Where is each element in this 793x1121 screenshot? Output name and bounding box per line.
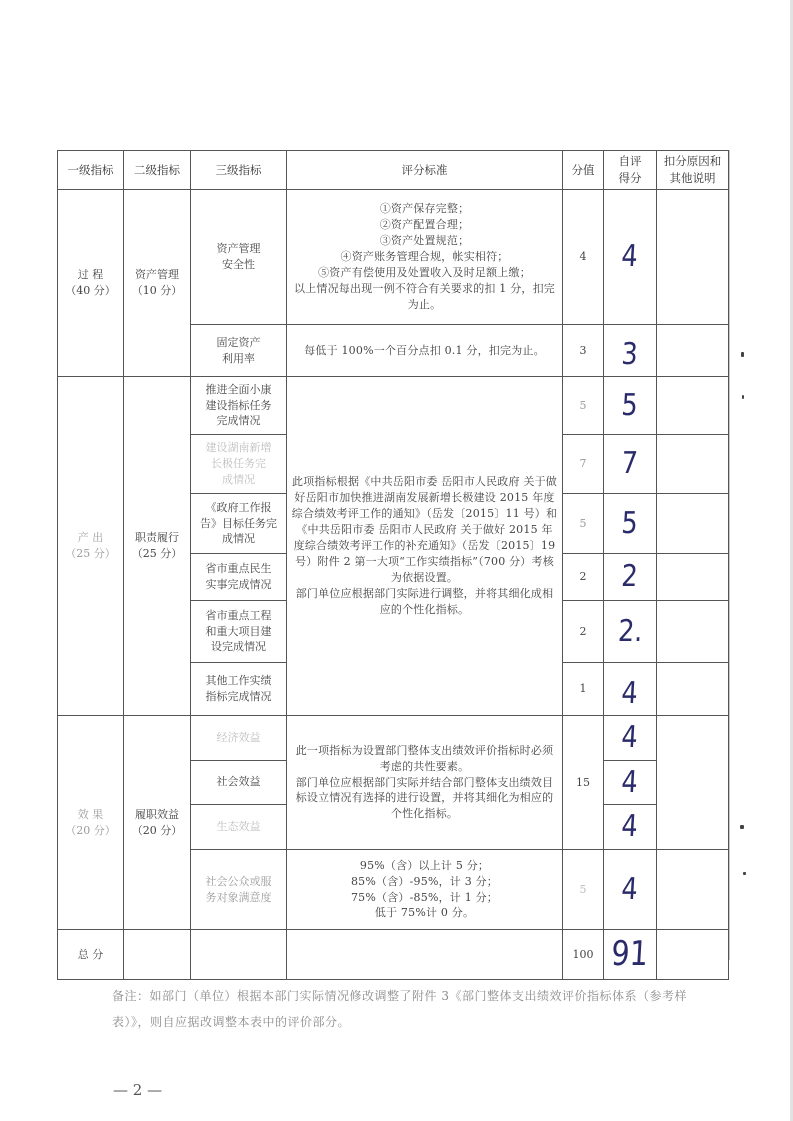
self-score-social <box>604 760 657 805</box>
level1-process: 过 程 （40 分） <box>58 190 124 377</box>
level2-performance-benefit: 履职效益 （20 分） <box>124 716 191 930</box>
self-score-asset-safety <box>604 190 657 325</box>
scoring-table <box>57 150 729 980</box>
remarks-cell <box>657 554 729 601</box>
handwritten-score: 3 <box>620 336 640 372</box>
remarks-cell <box>657 663 729 716</box>
level3-xiaokang: 推进全面小康 建设指标任务 完成情况 <box>191 377 287 435</box>
standard-effect: 此一项指标为设置部门整体支出绩效评价指标时必须考虑的共性要素。 部门单位应根据部门实际并结合部门整体支出绩效目标设立情况有选择的进行设置，并将其细化为相应的个性化指标。 <box>287 716 563 850</box>
table-row <box>58 190 729 325</box>
score-effect: 15 <box>563 716 604 850</box>
self-score-xiaokang <box>604 377 657 435</box>
score-asset-safety: 4 <box>563 190 604 325</box>
score-gov-report: 5 <box>563 494 604 554</box>
remarks-cell <box>657 601 729 663</box>
remarks-cell <box>657 325 729 377</box>
total-score: 100 <box>563 930 604 980</box>
self-score-economic <box>604 716 657 761</box>
footnote: 备注：如部门（单位）根据本部门实际情况修改调整了附件 3《部门整体支出绩效评价指标体系（参考样表）》，则自应据改调整本表中的评价部分。 <box>112 989 687 1029</box>
standard-asset-safety: ①资产保存完整； ②资产配置合理； ③资产处置规范； ④资产账务管理合规，帐实相符； ⑤资产有偿使用及处置收入及时足额上缴； 以上情况每出现一例不符合有关要求的扣 1 分，扣完为止。 <box>287 190 563 325</box>
level1-effect: 效 果 （20 分） <box>58 716 124 930</box>
level3-economic-benefit: 经济效益 <box>191 716 287 761</box>
level3-social-benefit: 社会效益 <box>191 760 287 805</box>
table-right-shadow <box>729 150 730 960</box>
handwritten-score: 4 <box>620 764 640 800</box>
remarks-cell <box>657 716 729 850</box>
level3-hunan-growth: 建设湖南新增 长极任务完 成情况 <box>191 435 287 494</box>
level3-other-performance: 其他工作实绩 指标完成情况 <box>191 663 287 716</box>
self-score-fixed-asset <box>604 325 657 377</box>
empty-cell <box>287 930 563 980</box>
level3-fixed-asset-utilization: 固定资产 利用率 <box>191 325 287 377</box>
handwritten-score: 4 <box>620 675 640 711</box>
remarks-cell <box>657 435 729 494</box>
scan-speck <box>742 395 744 399</box>
score-livelihood: 2 <box>563 554 604 601</box>
empty-cell <box>191 930 287 980</box>
remarks-cell <box>657 377 729 435</box>
standard-output: 此项指标根据《中共岳阳市委 岳阳市人民政府 关于做好岳阳市加快推进湖南发展新增长极建设 2015 年度综合绩效考评工作的通知》（岳发〔2015〕11 号）和《中共岳阳市委 岳阳市人民政府 关于做好 2015 年度综合绩效考评工作的补充通知》（岳发〔2015〕19 号）附件 2 第一大项“工作实绩指标”（700 分）考核为依据设置。 部门单位应根据部门实际进行调整，并将其细化成相应的个性化指标。 <box>287 377 563 716</box>
handwritten-score: 4 <box>620 720 640 755</box>
level2-asset-management: 资产管理 （10 分） <box>124 190 191 377</box>
standard-satisfaction: 95%（含）以上计 5 分； 85%（含）-95%，计 3 分； 75%（含）-85%，计 1 分； 低于 75%计 0 分。 <box>287 850 563 930</box>
self-score-key-projects <box>604 601 657 663</box>
level3-key-projects: 省市重点工程 和重大项目建 设完成情况 <box>191 601 287 663</box>
self-score-livelihood <box>604 554 657 601</box>
page-number: — 2 — <box>113 1081 163 1099</box>
level2-duty-performance: 职责履行 （25 分） <box>124 377 191 716</box>
standard-fixed-asset: 每低于 100%一个百分点扣 0.1 分，扣完为止。 <box>287 325 563 377</box>
header-score: 分值 <box>563 151 604 190</box>
self-score-gov-report <box>604 494 657 554</box>
score-hunan-growth: 7 <box>563 435 604 494</box>
handwritten-score: 5 <box>620 505 640 541</box>
total-label: 总 分 <box>58 930 124 980</box>
scan-speck <box>743 872 746 875</box>
table-row-total <box>58 930 729 980</box>
remarks-cell <box>657 930 729 980</box>
header-level1: 一级指标 <box>58 151 124 190</box>
remarks-cell <box>657 494 729 554</box>
header-remarks: 扣分原因和 其他说明 <box>657 151 729 190</box>
header-level3: 三级指标 <box>191 151 287 190</box>
remarks-cell <box>657 850 729 930</box>
empty-cell <box>124 930 191 980</box>
score-other-performance: 1 <box>563 663 604 716</box>
self-score-ecological <box>604 805 657 850</box>
header-self-score: 自评 得分 <box>604 151 657 190</box>
handwritten-score: 7 <box>620 446 640 482</box>
level3-ecological-benefit: 生态效益 <box>191 805 287 850</box>
handwritten-score: 4 <box>620 239 640 275</box>
score-key-projects: 2 <box>563 601 604 663</box>
handwritten-score: 5 <box>620 387 640 423</box>
level3-satisfaction: 社会公众或服 务对象满意度 <box>191 850 287 930</box>
self-score-hunan-growth <box>604 435 657 494</box>
table-header-row <box>58 151 729 190</box>
total-self-score <box>604 930 657 980</box>
table-row <box>58 716 729 761</box>
self-score-satisfaction <box>604 850 657 930</box>
remarks-cell <box>657 190 729 325</box>
handwritten-score: 4 <box>620 809 640 845</box>
table-row <box>58 377 729 435</box>
handwritten-score: 2 <box>620 559 640 595</box>
score-xiaokang: 5 <box>563 377 604 435</box>
header-standard: 评分标准 <box>287 151 563 190</box>
score-satisfaction: 5 <box>563 850 604 930</box>
handwritten-score: 4 <box>620 871 640 907</box>
handwritten-total: 91 <box>610 934 650 974</box>
level3-asset-safety: 资产管理 安全性 <box>191 190 287 325</box>
header-level2: 二级指标 <box>124 151 191 190</box>
level1-output: 产 出 （25 分） <box>58 377 124 716</box>
score-fixed-asset: 3 <box>563 325 604 377</box>
scan-speck <box>740 825 744 829</box>
level3-gov-report: 《政府工作报 告》目标任务完 成情况 <box>191 494 287 554</box>
handwritten-score: 2. <box>616 613 644 649</box>
level3-livelihood: 省市重点民生 实事完成情况 <box>191 554 287 601</box>
scan-speck <box>741 352 744 357</box>
self-score-other-performance <box>604 663 657 716</box>
